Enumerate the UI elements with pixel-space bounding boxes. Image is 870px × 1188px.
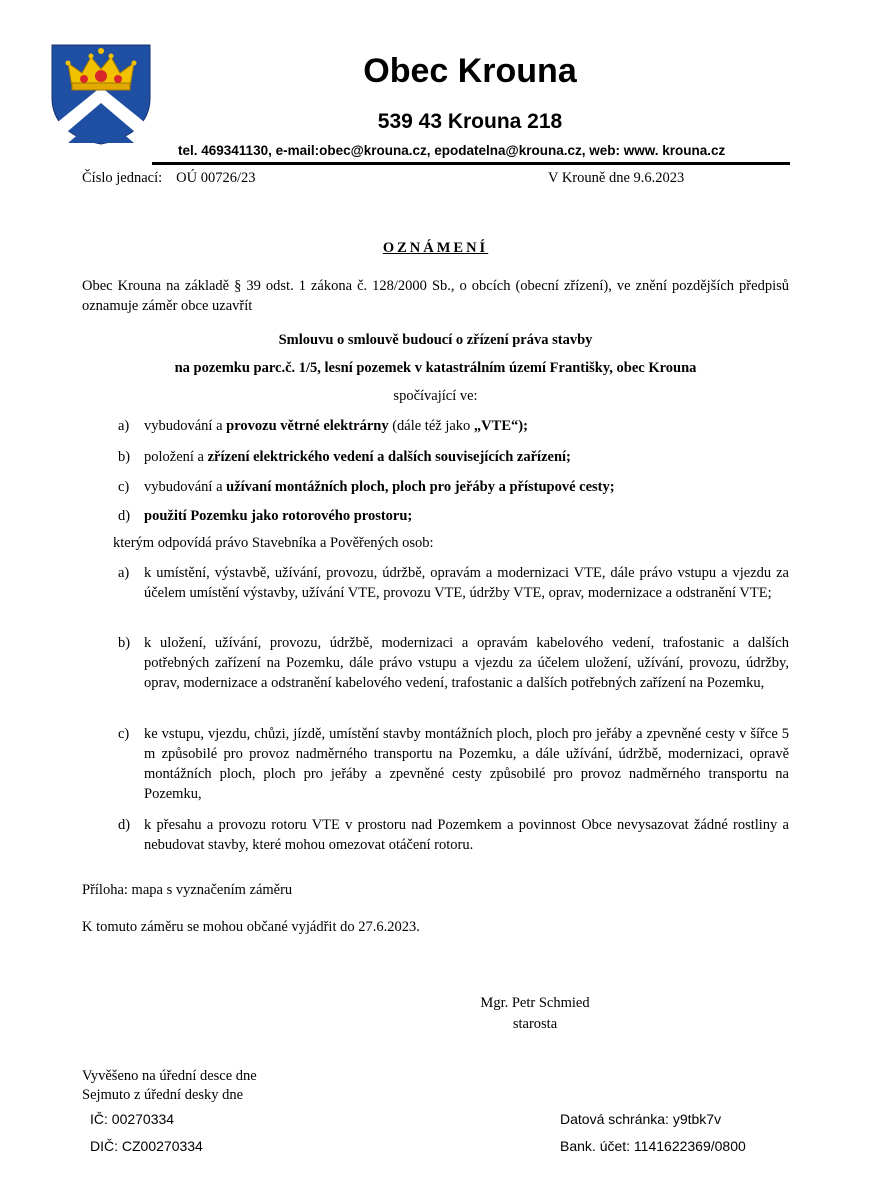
signatory-role: starosta — [512, 1016, 558, 1032]
municipality-title: Obec Krouna — [363, 52, 577, 90]
rights-item-text: k přesahu a provozu rotoru VTE v prostoru nad Pozemkem a povinnost Obce nevysazovat žádné rostliny a nebudovat stavby, které mohou omezovat otáčení rotoru. — [144, 817, 789, 853]
document-date: V Krouně dne 9.6.2023 — [548, 170, 685, 186]
list-item-label: a) — [118, 418, 130, 434]
attachment-note: Příloha: mapa s vyznačením záměru — [82, 882, 293, 898]
bank-account: Bank. účet: 1141622369/0800 — [560, 1138, 746, 1154]
removed-date: Sejmuto z úřední desky dne — [82, 1087, 244, 1103]
deadline-note: K tomuto záměru se mohou občané vyjádřit do 27.6.2023. — [82, 919, 420, 935]
reference-value: OÚ 00726/23 — [176, 170, 256, 186]
list-item-text: položení a zřízení elektrického vedení a dalších souvisejících zařízení; — [144, 449, 571, 465]
signatory-name: Mgr. Petr Schmied — [480, 995, 590, 1011]
rights-item-text: k umístění, výstavbě, užívání, provozu, údržbě, opravám a modernizaci VTE, dále právo vstupu a vjezdu za účelem umístění výstavby, užívání VTE, provozu VTE, údržby VTE, oprav, modernizace a odstranění VTE; — [144, 565, 789, 601]
data-box-id: Datová schránka: y9tbk7v — [560, 1111, 722, 1127]
tax-id: DIČ: CZ00270334 — [90, 1138, 203, 1154]
company-id: IČ: 00270334 — [90, 1111, 175, 1127]
contract-subject: na pozemku parc.č. 1/5, lesní pozemek v katastrálním území Františky, obec Krouna — [174, 360, 697, 376]
reference-label: Číslo jednací: — [82, 170, 163, 186]
list-item-text: vybudování a provozu větrné elektrárny (dále též jako „VTE“); — [144, 418, 528, 434]
consisting-label: spočívající ve: — [393, 388, 478, 404]
municipal-coat-of-arms — [50, 43, 152, 145]
list-item-label: b) — [118, 449, 131, 465]
posted-date: Vyvěšeno na úřední desce dne — [82, 1068, 257, 1084]
list-item — [118, 416, 789, 436]
list-item — [118, 506, 789, 526]
rights-lead: kterým odpovídá právo Stavebníka a Pověřených osob: — [113, 535, 434, 551]
rights-item-label: b) — [118, 635, 131, 651]
rights-item-label: d) — [118, 817, 131, 833]
reference-number — [82, 170, 256, 187]
list-item — [118, 477, 789, 497]
contact-line: tel. 469341130, e-mail:obec@krouna.cz, epodatelna@krouna.cz, web: www. krouna.cz — [178, 143, 726, 158]
document-heading: OZNÁMENÍ — [382, 240, 489, 256]
rights-item-label: c) — [118, 726, 130, 742]
signature-block — [470, 993, 600, 1035]
list-item-label: d) — [118, 508, 131, 524]
contract-title: Smlouvu o smlouvě budoucí o zřízení práva stavby — [278, 332, 593, 348]
header-divider — [152, 162, 790, 165]
municipality-address: 539 43 Krouna 218 — [377, 110, 563, 133]
rights-item — [118, 724, 789, 804]
rights-item — [118, 815, 789, 855]
list-item-label: c) — [118, 479, 130, 495]
rights-item-text: ke vstupu, vjezdu, chůzi, jízdě, umístění stavby montážních ploch, ploch pro jeřáby a zpevněné cesty v šířce 5 m způsobilé pro provoz nadměrného transportu na Pozemku, a dále užívání, údržbě, modernizaci, opravě montážních ploch, ploch pro jeřáby a zpevněné cesty způsobilé pro provoz nadměrného transportu na Pozemku, — [144, 726, 789, 802]
list-item-text: použití Pozemku jako rotorového prostoru; — [144, 508, 413, 524]
rights-item-label: a) — [118, 565, 130, 581]
list-item-text: vybudování a užívaní montážních ploch, ploch pro jeřáby a přístupové cesty; — [144, 479, 615, 495]
list-item — [118, 447, 789, 467]
rights-item — [118, 633, 789, 693]
rights-item-text: k uložení, užívání, provozu, údržbě, modernizaci a opravám kabelového vedení, trafostanic a dalších potřebných zařízení na Pozemku, dále právo vstupu a vjezdu za účelem uložení, užívání, provozu, údržby, oprav, modernizace a odstranění kabelového vedení, trafostanic a dalších potřebných zařízení na Pozemku, — [144, 635, 789, 691]
rights-item — [118, 563, 789, 603]
intro-paragraph: Obec Krouna na základě § 39 odst. 1 zákona č. 128/2000 Sb., o obcích (obecní zřízení), ve znění pozdějších předpisů oznamuje záměr obce uzavřít — [82, 278, 789, 314]
